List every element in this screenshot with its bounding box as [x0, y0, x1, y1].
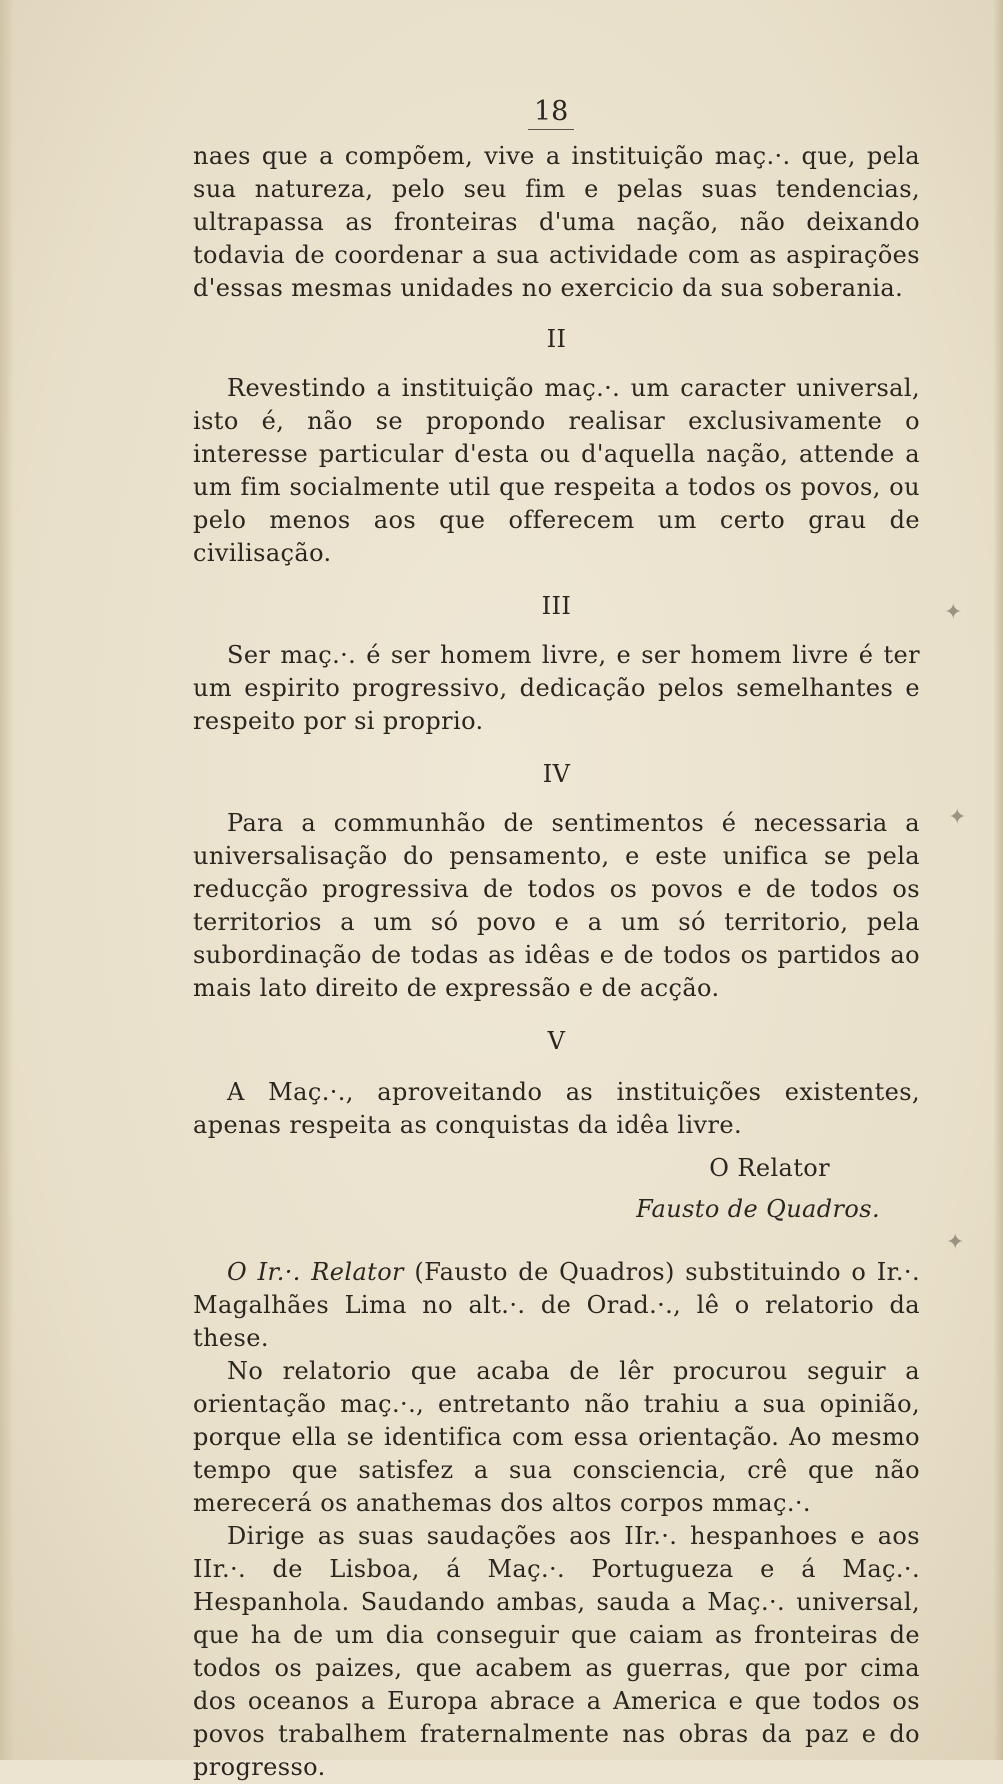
ink-blot-mark: ✦ [944, 600, 963, 625]
ink-blot-mark: ✦ [948, 805, 967, 830]
intro-paragraph: naes que a compõem, vive a instituição maç.·. que, pela sua natureza, pelo seu fim e pelas suas tendencias, ultrapassa as fronteiras d'uma nação, não deixando todavia de coordenar a sua actividade com as aspirações d'essas mesmas unidades no exercicio da sua soberania. [193, 142, 920, 302]
body-paragraph-2: Dirige as suas saudações aos IIr.·. hespanhoes e aos IIr.·. de Lisboa, á Maç.·. Portugueza e á Maç.·. Hespanhola. Saudando ambas, sauda a Maç.·. universal, que ha de um dia conseguir que caiam as fronteiras de todos os paizes, que acabem as guerras, que por cima dos oceanos a Europa abrace a America e que todos os povos trabalhem fraternalmente nas obras da paz e do progresso. [193, 1522, 920, 1781]
section-ii-text: Revestindo a instituição maç.·. um caracter universal, isto é, não se propondo realisar exclusivamente o interesse particular d'esta ou d'aquella nação, attende a um fim socialmente util que respeita a todos os povos, ou pelo menos aos que offerecem um certo grau de civilisação. [193, 374, 920, 567]
text-body [193, 0, 920, 1784]
body-paragraph-1: No relatorio que acaba de lêr procurou seguir a orientação maç.·., entretanto não trahiu a sua opinião, porque ella se identifica com essa orientação. Ao mesmo tempo que satisfez a sua consciencia, crê que não merecerá os anathemas dos altos corpos mmaç.·. [193, 1357, 920, 1517]
section-iv-text: Para a communhão de sentimentos é necessaria a universalisação do pensamento, e este unifica se pela reducção progressiva de todos os povos e de todos os territorios a um só povo e a um só territorio, pela subordinação de todas as idêas e de todos os partidos ao mais lato direito de expressão e de acção. [193, 809, 920, 1002]
page-edge-right [993, 0, 1003, 1760]
signature-label: O Relator [709, 1154, 830, 1182]
report-rest: (Fausto de Quadros) substituindo o Ir.·. Magalhães Lima no alt.·. de Orad.·., lê o relatorio da these. [193, 1258, 920, 1352]
section-numeral-iii: III [541, 592, 572, 620]
page-number: 18 [528, 96, 574, 130]
report-paragraph [193, 1256, 920, 1355]
section-numeral-ii: II [546, 325, 567, 353]
section-v-text: A Maç.·., aproveitando as instituições existentes, apenas respeita as conquistas da idêa livre. [193, 1078, 920, 1139]
report-lead: O Ir.·. Relator [227, 1258, 404, 1286]
section-numeral-iv: IV [542, 760, 571, 788]
section-iii-text: Ser maç.·. é ser homem livre, e ser homem livre é ter um espirito progressivo, dedicação pelos semelhantes e respeito por si proprio. [193, 641, 920, 735]
section-numeral-v: V [547, 1027, 566, 1055]
signature-name: Fausto de Quadros. [636, 1195, 880, 1223]
ink-blot-mark: ✦ [946, 1230, 965, 1255]
page-edge-left [0, 0, 14, 1760]
